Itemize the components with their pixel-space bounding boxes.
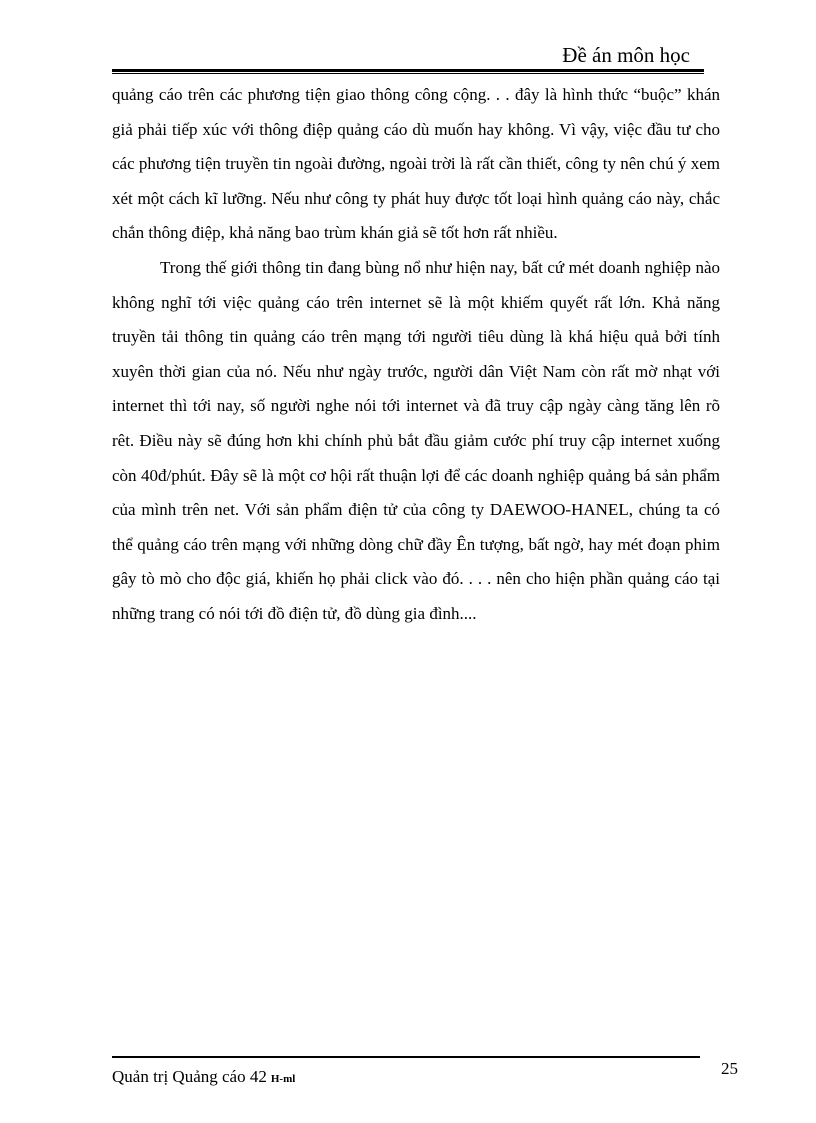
footer-course-label: [112, 1066, 295, 1090]
paragraph-1: quảng cáo trên các phương tiện giao thông công cộng. . . đây là hình thức “buộc” khán giả phải tiếp xúc với thông điệp quảng cáo dù muốn hay không. Vì vậy, việc đầu tư cho các phương tiện truyền tin ngoài đường, ngoài trời là rất cần thiết, công ty nên chú ý xem xét một cách kĩ lưỡng. Nếu như công ty phát huy được tốt loại hình quảng cáo này, chắc chắn thông điệp, khả năng bao trùm khán giả sẽ tốt hơn rất nhiều.: [112, 85, 720, 243]
page-header: [112, 40, 704, 68]
page-number: 25: [721, 1059, 738, 1078]
body-text: [112, 78, 720, 632]
footer-rule: [112, 1056, 700, 1058]
footer-course-name: Quản trị Quảng cáo 42: [112, 1067, 267, 1086]
footer-class-code: H-ml: [270, 1073, 296, 1085]
header-rule: [112, 69, 704, 74]
header-title: Đề án môn học: [562, 43, 690, 67]
paragraph-2: Trong thế giới thông tin đang bùng nổ như hiện nay, bất cứ mét doanh nghiệp nào không nghĩ tới việc quảng cáo trên internet sẽ là một khiếm quyết rất lớn. Khả năng truyền tải thông tin quảng cáo trên mạng tới người tiêu dùng là khá hiệu quả bởi tính xuyên thời gian của nó. Nếu như ngày trước, người dân Việt Nam còn rất mờ nhạt với internet thì tới nay, số người nghe nói tới internet và đã truy cập ngày càng tăng lên rõ rêt. Điều này sẽ đúng hơn khi chính phủ bắt đầu giảm cước phí truy cập internet xuống còn 40đ/phút. Đây sẽ là một cơ hội rất thuận lợi để các doanh nghiệp quảng bá sản phẩm của mình trên net. Với sản phẩm điện tử của công ty DAEWOO-HANEL, chúng ta có thể quảng cáo trên mạng với những dòng chữ đầy Ên tượng, bất ngờ, hay mét đoạn phim gây tò mò cho độc giá, khiến họ phải click vào đó. . . . nên cho hiện phần quảng cáo tại những trang có nói tới đồ điện tử, đồ dùng gia đình....: [112, 257, 720, 623]
